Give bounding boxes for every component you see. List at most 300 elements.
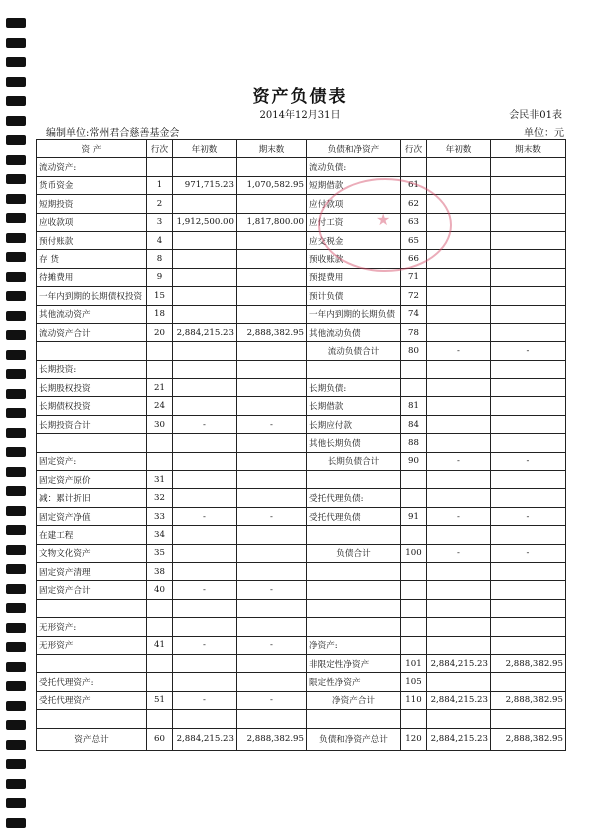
asset-name-cell: 货币资金: [37, 176, 147, 194]
asset-end-cell: 1,817,800.00: [237, 213, 307, 231]
liability-line-cell: [401, 581, 427, 599]
asset-name-cell: 受托代理资产:: [37, 673, 147, 691]
asset-begin-cell: 971,715.23: [173, 176, 237, 194]
liability-end-cell: -: [491, 342, 566, 360]
liability-line-cell: 62: [401, 195, 427, 213]
liability-name-cell: 净资产合计: [307, 691, 401, 709]
liability-line-cell: 71: [401, 268, 427, 286]
currency-unit: 单位：元: [524, 128, 564, 139]
liability-begin-cell: [427, 176, 491, 194]
asset-line-cell: 4: [147, 231, 173, 249]
table-row: [37, 471, 566, 489]
liability-name-cell: 应付款项: [307, 195, 401, 213]
table-row: [37, 452, 566, 470]
liability-name-cell: 非限定性净资产: [307, 654, 401, 672]
binding-ring: [6, 174, 26, 184]
liability-begin-cell: [427, 489, 491, 507]
liability-name-cell: 一年内到期的长期负债: [307, 305, 401, 323]
asset-line-cell: 21: [147, 379, 173, 397]
liability-line-cell: 84: [401, 415, 427, 433]
table-row: [37, 434, 566, 452]
liability-end-cell: [491, 526, 566, 544]
asset-end-cell: [237, 452, 307, 470]
binding-ring: [6, 428, 26, 438]
binding-ring: [6, 213, 26, 223]
binding-ring: [6, 155, 26, 165]
binding-ring: [6, 467, 26, 477]
liability-end-cell: [491, 562, 566, 580]
asset-name-cell: 资产总计: [37, 728, 147, 750]
asset-begin-cell: -: [173, 581, 237, 599]
asset-end-cell: [237, 342, 307, 360]
liability-begin-cell: -: [427, 342, 491, 360]
liability-begin-cell: [427, 158, 491, 176]
asset-end-cell: [237, 158, 307, 176]
asset-begin-cell: [173, 471, 237, 489]
liability-end-cell: -: [491, 452, 566, 470]
liability-end-cell: [491, 176, 566, 194]
asset-begin-cell: [173, 250, 237, 268]
binding-ring: [6, 818, 26, 828]
liability-end-cell: [491, 618, 566, 636]
asset-begin-cell: [173, 158, 237, 176]
liability-begin-cell: [427, 195, 491, 213]
binding-ring: [6, 701, 26, 711]
binding-ring: [6, 681, 26, 691]
liability-line-cell: 88: [401, 434, 427, 452]
asset-name-cell: 流动资产:: [37, 158, 147, 176]
liability-name-cell: 负债和净资产总计: [307, 728, 401, 750]
liability-line-cell: [401, 599, 427, 617]
binding-ring: [6, 135, 26, 145]
asset-end-cell: [237, 360, 307, 378]
asset-begin-cell: -: [173, 507, 237, 525]
table-row: [37, 176, 566, 194]
liability-begin-cell: [427, 415, 491, 433]
asset-name-cell: 长期投资:: [37, 360, 147, 378]
table-row: [37, 673, 566, 691]
asset-begin-cell: [173, 618, 237, 636]
asset-end-cell: [237, 618, 307, 636]
asset-line-cell: 51: [147, 691, 173, 709]
liability-name-cell: 长期应付款: [307, 415, 401, 433]
liability-end-cell: [491, 673, 566, 691]
liability-line-cell: 65: [401, 231, 427, 249]
liability-line-cell: 110: [401, 691, 427, 709]
asset-end-cell: [237, 673, 307, 691]
liability-begin-cell: [427, 397, 491, 415]
binding-ring: [6, 603, 26, 613]
asset-end-cell: [237, 654, 307, 672]
liability-end-cell: [491, 158, 566, 176]
liability-end-cell: [491, 471, 566, 489]
liability-line-cell: 72: [401, 287, 427, 305]
header-liabilities: 负债和净资产: [307, 140, 401, 158]
liability-begin-cell: [427, 618, 491, 636]
liability-begin-cell: [427, 305, 491, 323]
table-row: [37, 158, 566, 176]
table-row: [37, 728, 566, 750]
table-row: [37, 360, 566, 378]
asset-name-cell: [37, 654, 147, 672]
table-row: [37, 507, 566, 525]
liability-line-cell: 100: [401, 544, 427, 562]
liability-line-cell: 105: [401, 673, 427, 691]
asset-line-cell: 60: [147, 728, 173, 750]
liability-end-cell: -: [491, 507, 566, 525]
asset-end-cell: -: [237, 581, 307, 599]
asset-end-cell: [237, 287, 307, 305]
binding-ring: [6, 662, 26, 672]
binding-ring: [6, 311, 26, 321]
asset-name-cell: 短期投资: [37, 195, 147, 213]
liability-name-cell: 预提费用: [307, 268, 401, 286]
asset-begin-cell: [173, 544, 237, 562]
asset-name-cell: 长期投资合计: [37, 415, 147, 433]
liability-end-cell: [491, 287, 566, 305]
table-row: [37, 618, 566, 636]
asset-name-cell: 固定资产清理: [37, 562, 147, 580]
asset-end-cell: 2,888,382.95: [237, 323, 307, 341]
binding-ring: [6, 506, 26, 516]
asset-line-cell: 40: [147, 581, 173, 599]
binding-ring: [6, 350, 26, 360]
binding-ring: [6, 330, 26, 340]
asset-begin-cell: 2,884,215.23: [173, 323, 237, 341]
binding-ring: [6, 779, 26, 789]
asset-name-cell: 固定资产合计: [37, 581, 147, 599]
liability-line-cell: 74: [401, 305, 427, 323]
balance-sheet-table: [36, 139, 566, 751]
binding-ring: [6, 18, 26, 28]
liability-line-cell: 66: [401, 250, 427, 268]
asset-line-cell: 8: [147, 250, 173, 268]
liability-end-cell: 2,888,382.95: [491, 691, 566, 709]
table-row: [37, 250, 566, 268]
asset-end-cell: 2,888,382.95: [237, 728, 307, 750]
liability-name-cell: 长期负债:: [307, 379, 401, 397]
table-row: [37, 342, 566, 360]
liability-end-cell: [491, 213, 566, 231]
liability-name-cell: [307, 618, 401, 636]
binding-ring: [6, 194, 26, 204]
liability-end-cell: [491, 305, 566, 323]
asset-name-cell: 受托代理资产: [37, 691, 147, 709]
table-row: [37, 195, 566, 213]
liability-name-cell: 短期借款: [307, 176, 401, 194]
asset-begin-cell: [173, 268, 237, 286]
binding-ring: [6, 38, 26, 48]
liability-name-cell: 负债合计: [307, 544, 401, 562]
liability-name-cell: 受托代理负债:: [307, 489, 401, 507]
asset-end-cell: [237, 397, 307, 415]
asset-begin-cell: -: [173, 636, 237, 654]
liability-name-cell: [307, 710, 401, 728]
liability-name-cell: 预计负债: [307, 287, 401, 305]
table-row: [37, 305, 566, 323]
table-row: [37, 287, 566, 305]
table-row: [37, 415, 566, 433]
asset-name-cell: 预付账款: [37, 231, 147, 249]
asset-end-cell: [237, 526, 307, 544]
asset-begin-cell: [173, 434, 237, 452]
asset-begin-cell: -: [173, 415, 237, 433]
header-asset: 资 产: [37, 140, 147, 158]
asset-end-cell: [237, 599, 307, 617]
liability-name-cell: 其他流动负债: [307, 323, 401, 341]
asset-name-cell: 待摊费用: [37, 268, 147, 286]
liability-line-cell: 91: [401, 507, 427, 525]
liability-end-cell: [491, 434, 566, 452]
binding-ring: [6, 525, 26, 535]
asset-line-cell: 1: [147, 176, 173, 194]
asset-line-cell: 31: [147, 471, 173, 489]
report-date: 2014年12月31日: [259, 110, 341, 121]
liability-begin-cell: [427, 471, 491, 489]
asset-line-cell: [147, 599, 173, 617]
seal-star-icon: ★: [376, 210, 391, 229]
liability-end-cell: [491, 195, 566, 213]
asset-name-cell: 长期债权投资: [37, 397, 147, 415]
asset-name-cell: 应收款项: [37, 213, 147, 231]
liability-end-cell: [491, 360, 566, 378]
asset-line-cell: [147, 673, 173, 691]
header-begin-2: 年初数: [427, 140, 491, 158]
asset-line-cell: 15: [147, 287, 173, 305]
binding-ring: [6, 798, 26, 808]
asset-end-cell: -: [237, 636, 307, 654]
asset-name-cell: 一年内到期的长期债权投资: [37, 287, 147, 305]
page-title: 资产负债表: [252, 87, 348, 107]
liability-line-cell: [401, 562, 427, 580]
asset-line-cell: [147, 434, 173, 452]
asset-begin-cell: [173, 397, 237, 415]
liability-line-cell: 63: [401, 213, 427, 231]
binding-ring: [6, 233, 26, 243]
asset-name-cell: [37, 434, 147, 452]
asset-begin-cell: [173, 305, 237, 323]
liability-line-cell: 78: [401, 323, 427, 341]
header-end: 期末数: [237, 140, 307, 158]
liability-begin-cell: -: [427, 544, 491, 562]
liability-name-cell: 限定性净资产: [307, 673, 401, 691]
asset-begin-cell: [173, 489, 237, 507]
asset-line-cell: 9: [147, 268, 173, 286]
header-end-2: 期末数: [491, 140, 566, 158]
binding-ring: [6, 57, 26, 67]
header-line: 行次: [147, 140, 173, 158]
asset-line-cell: 33: [147, 507, 173, 525]
table-row: [37, 562, 566, 580]
binding-ring: [6, 642, 26, 652]
liability-begin-cell: -: [427, 452, 491, 470]
liability-line-cell: [401, 526, 427, 544]
binding-ring: [6, 759, 26, 769]
asset-begin-cell: 2,884,215.23: [173, 728, 237, 750]
binding-ring: [6, 389, 26, 399]
header-begin: 年初数: [173, 140, 237, 158]
liability-end-cell: [491, 415, 566, 433]
asset-name-cell: 减：累计折旧: [37, 489, 147, 507]
table-row: [37, 379, 566, 397]
header-line-2: 行次: [401, 140, 427, 158]
table-row: [37, 654, 566, 672]
liability-name-cell: [307, 581, 401, 599]
asset-begin-cell: [173, 195, 237, 213]
liability-begin-cell: [427, 562, 491, 580]
binding-ring: [6, 564, 26, 574]
asset-name-cell: [37, 342, 147, 360]
asset-name-cell: 在建工程: [37, 526, 147, 544]
liability-begin-cell: [427, 710, 491, 728]
binding-ring: [6, 447, 26, 457]
binding-ring: [6, 252, 26, 262]
liability-begin-cell: [427, 581, 491, 599]
asset-name-cell: 固定资产原价: [37, 471, 147, 489]
asset-line-cell: 3: [147, 213, 173, 231]
liability-end-cell: [491, 250, 566, 268]
asset-line-cell: 30: [147, 415, 173, 433]
liability-line-cell: 90: [401, 452, 427, 470]
asset-name-cell: 文物文化资产: [37, 544, 147, 562]
liability-begin-cell: [427, 231, 491, 249]
liability-end-cell: [491, 710, 566, 728]
liability-end-cell: [491, 323, 566, 341]
asset-begin-cell: 1,912,500.00: [173, 213, 237, 231]
liability-line-cell: [401, 360, 427, 378]
liability-begin-cell: [427, 213, 491, 231]
liability-begin-cell: [427, 599, 491, 617]
asset-name-cell: 存 货: [37, 250, 147, 268]
table-row: [37, 231, 566, 249]
liability-name-cell: 流动负债:: [307, 158, 401, 176]
liability-begin-cell: [427, 673, 491, 691]
liability-name-cell: [307, 562, 401, 580]
liability-begin-cell: [427, 323, 491, 341]
table-row: [37, 397, 566, 415]
asset-end-cell: [237, 231, 307, 249]
liability-line-cell: [401, 710, 427, 728]
liability-name-cell: 其他长期负债: [307, 434, 401, 452]
asset-line-cell: [147, 618, 173, 636]
liability-name-cell: [307, 526, 401, 544]
asset-line-cell: 20: [147, 323, 173, 341]
liability-end-cell: [491, 397, 566, 415]
liability-line-cell: [401, 158, 427, 176]
asset-end-cell: [237, 710, 307, 728]
asset-line-cell: [147, 452, 173, 470]
binding-ring: [6, 623, 26, 633]
table-row: [37, 710, 566, 728]
asset-begin-cell: [173, 526, 237, 544]
table-row: [37, 544, 566, 562]
liability-line-cell: [401, 471, 427, 489]
asset-name-cell: 流动资产合计: [37, 323, 147, 341]
liability-name-cell: 应交税金: [307, 231, 401, 249]
asset-end-cell: [237, 471, 307, 489]
binding-ring: [6, 291, 26, 301]
liability-end-cell: [491, 489, 566, 507]
table-row: [37, 636, 566, 654]
liability-begin-cell: [427, 360, 491, 378]
liability-name-cell: [307, 599, 401, 617]
asset-end-cell: [237, 305, 307, 323]
asset-end-cell: [237, 379, 307, 397]
asset-begin-cell: [173, 673, 237, 691]
asset-begin-cell: [173, 360, 237, 378]
liability-begin-cell: [427, 379, 491, 397]
asset-line-cell: 35: [147, 544, 173, 562]
liability-end-cell: -: [491, 544, 566, 562]
table-row: [37, 526, 566, 544]
liability-begin-cell: 2,884,215.23: [427, 691, 491, 709]
liability-end-cell: [491, 268, 566, 286]
asset-line-cell: 34: [147, 526, 173, 544]
asset-begin-cell: -: [173, 691, 237, 709]
binding-ring: [6, 369, 26, 379]
liability-line-cell: [401, 379, 427, 397]
asset-end-cell: 1,070,582.95: [237, 176, 307, 194]
liability-name-cell: 预收账款: [307, 250, 401, 268]
liability-name-cell: 应付工资: [307, 213, 401, 231]
liability-begin-cell: 2,884,215.23: [427, 654, 491, 672]
asset-end-cell: [237, 268, 307, 286]
asset-line-cell: 38: [147, 562, 173, 580]
asset-line-cell: [147, 710, 173, 728]
asset-line-cell: 2: [147, 195, 173, 213]
asset-end-cell: [237, 434, 307, 452]
asset-line-cell: [147, 342, 173, 360]
asset-end-cell: [237, 195, 307, 213]
liability-name-cell: [307, 471, 401, 489]
liability-name-cell: 净资产:: [307, 636, 401, 654]
binding-ring: [6, 720, 26, 730]
liability-begin-cell: 2,884,215.23: [427, 728, 491, 750]
asset-line-cell: 24: [147, 397, 173, 415]
liability-line-cell: [401, 636, 427, 654]
asset-end-cell: [237, 489, 307, 507]
liability-line-cell: 80: [401, 342, 427, 360]
liability-name-cell: 长期负债合计: [307, 452, 401, 470]
liability-line-cell: [401, 618, 427, 636]
liability-begin-cell: [427, 636, 491, 654]
asset-begin-cell: [173, 452, 237, 470]
binding-ring: [6, 408, 26, 418]
asset-line-cell: [147, 158, 173, 176]
table-header-row: [37, 140, 566, 158]
liability-name-cell: 长期借款: [307, 397, 401, 415]
table-row: [37, 213, 566, 231]
asset-begin-cell: [173, 710, 237, 728]
liability-line-cell: 81: [401, 397, 427, 415]
binding-ring: [6, 740, 26, 750]
liability-end-cell: [491, 231, 566, 249]
liability-end-cell: 2,888,382.95: [491, 728, 566, 750]
asset-name-cell: 无形资产:: [37, 618, 147, 636]
liability-begin-cell: [427, 287, 491, 305]
binding-ring: [6, 584, 26, 594]
asset-name-cell: 长期股权投资: [37, 379, 147, 397]
form-number: 会民非01表: [509, 110, 562, 121]
asset-line-cell: [147, 360, 173, 378]
asset-end-cell: -: [237, 415, 307, 433]
asset-name-cell: 固定资产:: [37, 452, 147, 470]
asset-name-cell: 其他流动资产: [37, 305, 147, 323]
table-row: [37, 323, 566, 341]
asset-line-cell: [147, 654, 173, 672]
asset-begin-cell: [173, 231, 237, 249]
liability-end-cell: [491, 379, 566, 397]
